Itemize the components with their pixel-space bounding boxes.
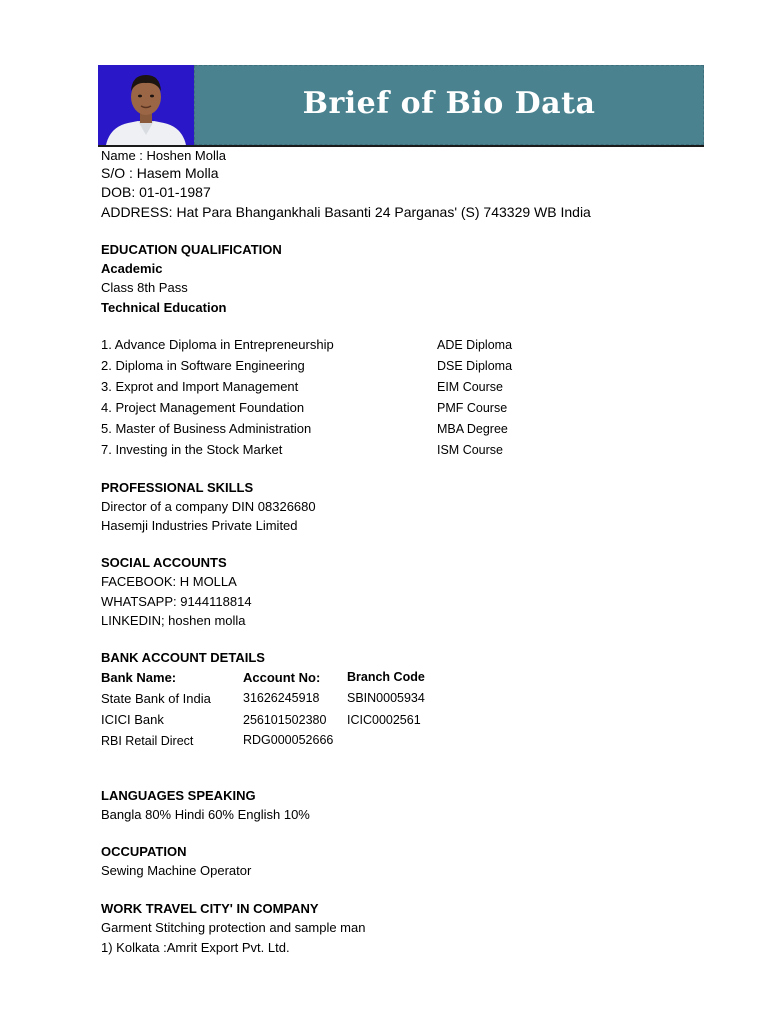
- name-line: Name : Hoshen Molla: [101, 148, 226, 163]
- course-code: ISM Course: [437, 443, 503, 457]
- course-name: 1. Advance Diploma in Entrepreneurship: [101, 337, 334, 352]
- education-heading: EDUCATION QUALIFICATION: [101, 242, 282, 257]
- whatsapp-line: WHATSAPP: 9144118814: [101, 594, 252, 609]
- dob-line: DOB: 01-01-1987: [101, 184, 211, 200]
- professional-line: Hasemji Industries Private Limited: [101, 518, 298, 533]
- course-name: 4. Project Management Foundation: [101, 400, 305, 415]
- account-no-cell: 256101502380: [243, 713, 327, 727]
- bank-details-heading: BANK ACCOUNT DETAILS: [101, 650, 265, 665]
- address-line: ADDRESS: Hat Para Bhangankhali Basanti 24 Parganas' (S) 743329 WB India: [101, 204, 591, 220]
- course-name: 7. Investing in the Stock Market: [101, 442, 283, 457]
- branch-code-cell: SBIN0005934: [347, 691, 425, 705]
- work-line: 1) Kolkata :Amrit Export Pvt. Ltd.: [101, 940, 290, 955]
- profile-photo: [98, 65, 194, 145]
- branch-code-cell: ICIC0002561: [347, 713, 421, 727]
- account-no-cell: RDG000052666: [243, 733, 334, 747]
- technical-education-heading: Technical Education: [101, 300, 227, 315]
- course-code: EIM Course: [437, 380, 503, 394]
- occupation-value: Sewing Machine Operator: [101, 863, 252, 878]
- facebook-line: FACEBOOK: H MOLLA: [101, 574, 237, 589]
- course-name: 5. Master of Business Administration: [101, 421, 312, 436]
- account-no-column-header: Account No:: [243, 670, 321, 685]
- academic-heading: Academic: [101, 261, 163, 276]
- title-banner: [194, 65, 704, 145]
- course-name: 2. Diploma in Software Engineering: [101, 358, 305, 373]
- course-code: DSE Diploma: [437, 359, 513, 373]
- bank-name-column-header: Bank Name:: [101, 670, 177, 685]
- person-photo-icon: [98, 65, 194, 145]
- biodata-header: [98, 65, 704, 147]
- course-code: PMF Course: [437, 401, 508, 415]
- course-code: MBA Degree: [437, 422, 508, 436]
- account-no-cell: 31626245918: [243, 691, 320, 705]
- bank-name-cell: RBI Retail Direct: [101, 734, 194, 748]
- bank-name-cell: State Bank of India: [101, 691, 211, 706]
- father-name-line: S/O : Hasem Molla: [101, 165, 219, 181]
- work-travel-heading: WORK TRAVEL CITY' IN COMPANY: [101, 901, 319, 916]
- academic-value: Class 8th Pass: [101, 280, 188, 295]
- branch-code-column-header: Branch Code: [347, 670, 425, 684]
- work-line: Garment Stitching protection and sample man: [101, 920, 366, 935]
- occupation-heading: OCCUPATION: [101, 844, 187, 859]
- languages-heading: LANGUAGES SPEAKING: [101, 788, 256, 803]
- languages-value: Bangla 80% Hindi 60% English 10%: [101, 807, 310, 822]
- professional-skills-heading: PROFESSIONAL SKILLS: [101, 480, 254, 495]
- professional-line: Director of a company DIN 08326680: [101, 499, 316, 514]
- bank-name-cell: ICICI Bank: [101, 712, 164, 727]
- linkedin-line: LINKEDIN; hoshen molla: [101, 613, 246, 628]
- course-code: ADE Diploma: [437, 338, 513, 352]
- page-title: Brief of Bio Data: [302, 86, 596, 121]
- course-name: 3. Exprot and Import Management: [101, 379, 299, 394]
- social-accounts-heading: SOCIAL ACCOUNTS: [101, 555, 227, 570]
